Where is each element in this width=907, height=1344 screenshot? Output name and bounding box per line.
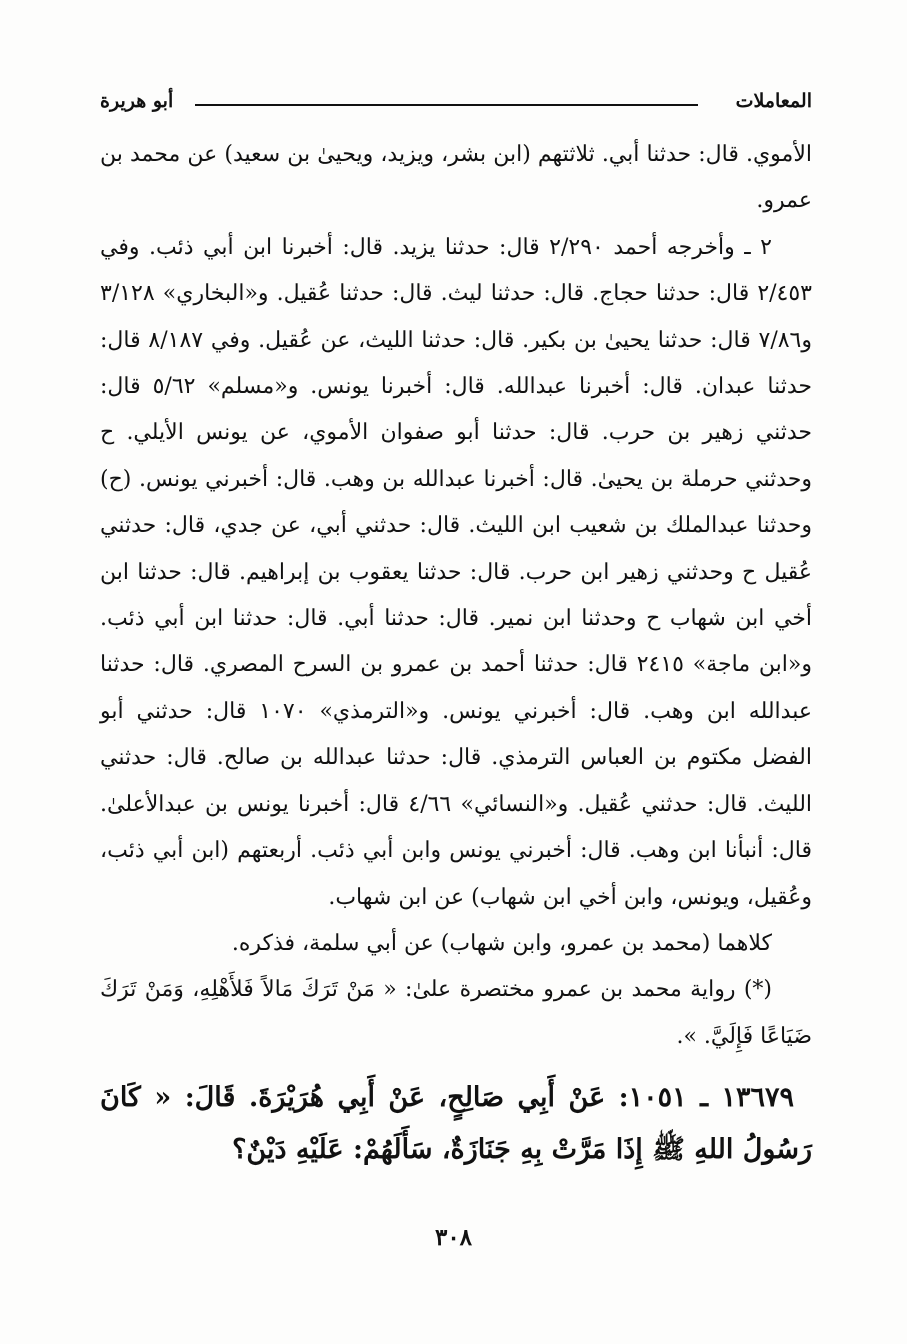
footnote-paragraph: (*) رواية محمد بن عمرو مختصرة علىٰ: « مَنْ تَرَكَ مَالاً فَلأَهْلِهِ، وَمَنْ تَرَكَ ضَيَاعًا فَإِلَيَّ. ». — [100, 977, 812, 1049]
paragraph: كلاهما (محمد بن عمرو، وابن شهاب) عن أبي سلمة، فذكره. — [231, 930, 772, 956]
header-rule — [195, 104, 698, 106]
running-header — [100, 86, 812, 120]
page-body — [100, 132, 812, 1176]
paragraph: ٢ ـ وأخرجه أحمد ٢/٢٩٠ قال: حدثنا يزيد. قال: أخبرنا ابن أبي ذئب. وفي ٢/٤٥٣ قال: حدثنا حجاج. قال: حدثنا ليث. قال: حدثنا عُقيل. و«البخاري» ٣/١٢٨ و٧/٨٦ قال: حدثنا يحيىٰ بن بكير. قال: حدثنا الليث، عن عُقيل. وفي ٨/١٨٧ قال: حدثنا عبدان. قال: أخبرنا عبدالله. قال: أخبرنا يونس. و«مسلم» ٥/٦٢ قال: حدثني زهير بن حرب. قال: حدثنا أبو صفوان الأموي، عن يونس الأيلي. ح وحدثني حرملة بن يحيىٰ. قال: أخبرنا عبدالله بن وهب. قال: أخبرني يونس. (ح) وحدثنا عبدالملك بن شعيب ابن الليث. قال: حدثني أبي، عن جدي، قال: حدثني عُقيل ح وحدثني زهير ابن حرب. قال: حدثنا يعقوب بن إبراهيم. قال: حدثنا ابن أخي ابن شهاب ح وحدثنا ابن نمير. قال: حدثنا أبي. قال: حدثنا ابن أبي ذئب. و«ابن ماجة» ٢٤١٥ قال: حدثنا أحمد بن عمرو بن السرح المصري. قال: حدثنا عبدالله ابن وهب. قال: أخبرني يونس. و«الترمذي» ١٠٧٠ قال: حدثني أبو الفضل مكتوم بن العباس الترمذي. قال: حدثنا عبدالله بن صالح. قال: حدثني الليث. قال: حدثني عُقيل. و«النسائي» ٤/٦٦ قال: أخبرنا يونس بن عبدالأعلىٰ. قال: أنبأنا ابن وهب. قال: أخبرني يونس وابن أبي ذئب. أربعتهم (ابن أبي ذئب، وعُقيل، ويونس، وابن أخي ابن شهاب) عن ابن شهاب. — [100, 234, 813, 910]
paragraph: الأموي. قال: حدثنا أبي. ثلاثتهم (ابن بشر، ويزيد، ويحيىٰ بن سعيد) عن محمد بن عمرو. — [100, 142, 812, 214]
chapter-title: المعاملات — [735, 90, 812, 112]
page-number: ٣٠٨ — [434, 1224, 473, 1251]
narrator-title: أبو هريرة — [100, 90, 174, 112]
hadith-text: ١٣٦٧٩ ـ ١٠٥١: عَنْ أَبِي صَالِحٍ، عَنْ أَبِي هُرَيْرَةَ. قَالَ: « كَانَ رَسُولُ اللهِ ﷺ إِذَا مَرَّتْ بِهِ جَنَازَةٌ، سَأَلَهُمْ: عَلَيْهِ دَيْنٌ؟ — [100, 1082, 812, 1166]
